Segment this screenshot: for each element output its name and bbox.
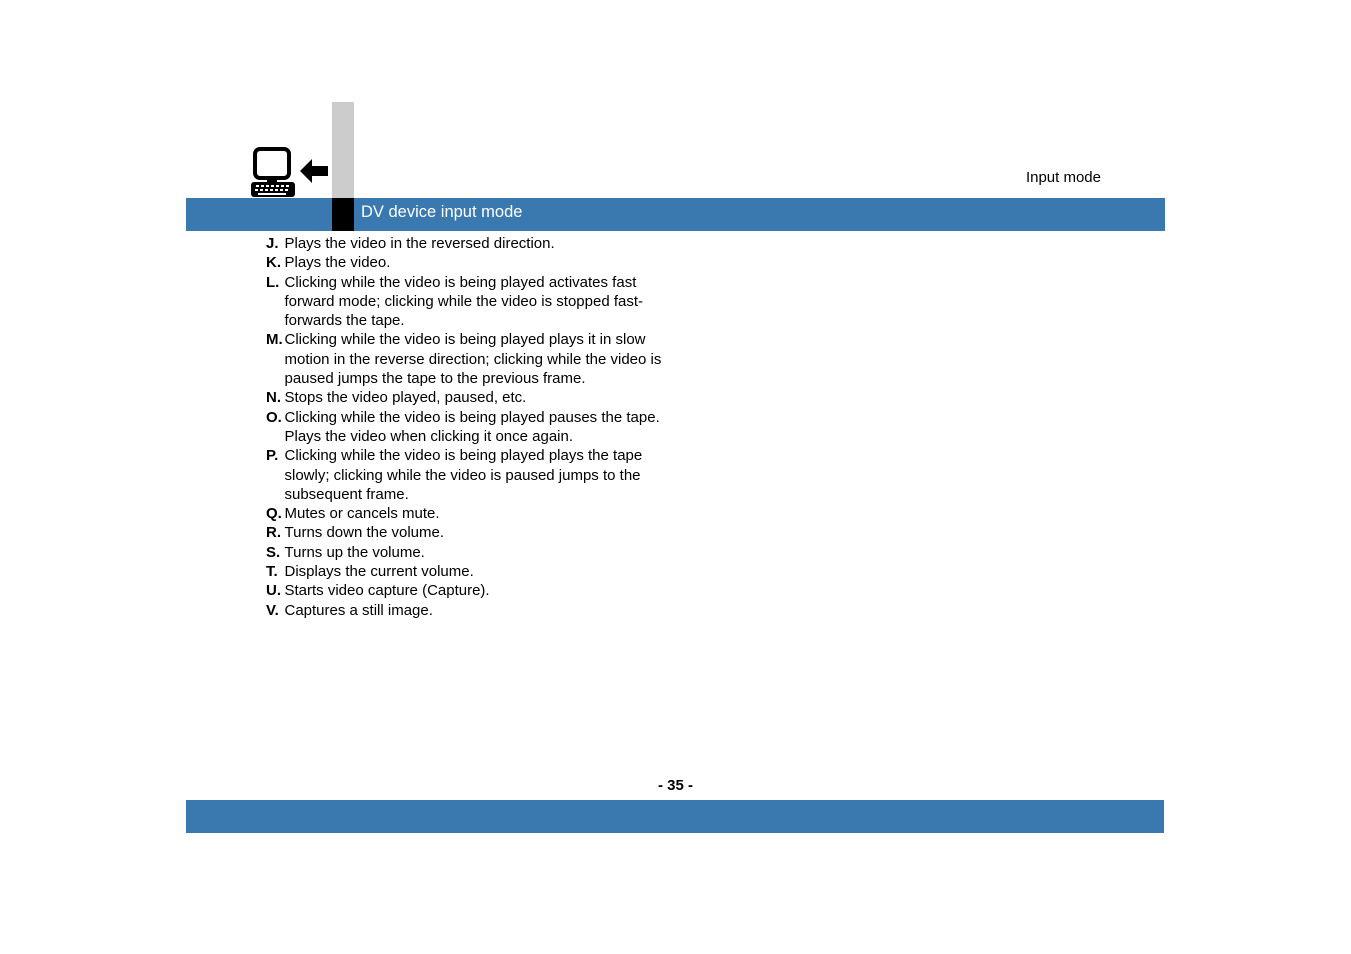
item-text: Clicking while the video is being played plays it in slow motion in the reverse direction; clicking while the video is paused jumps the tape to the previous frame.	[284, 331, 662, 388]
item-text: Clicking while the video is being played plays the tape slowly; clicking while the video is paused jumps to the subsequent frame.	[284, 447, 643, 503]
header-gray-tab	[332, 102, 354, 198]
item-text: Turns up the volume.	[284, 543, 425, 561]
list-item	[266, 446, 666, 504]
list-item	[266, 408, 666, 447]
item-text: Clicking while the video is being played activates fast forward mode; clicking while the video is stopped fast-forwards the tape.	[284, 273, 644, 330]
list-item	[266, 562, 666, 581]
item-letter: U.	[266, 582, 281, 600]
list-item	[266, 504, 666, 523]
item-letter: V.	[266, 601, 279, 619]
item-text: Clicking while the video is being played pauses the tape. Plays the video when clicking it once again.	[284, 408, 660, 445]
button-description-list	[266, 234, 666, 620]
list-item	[266, 523, 666, 542]
list-item	[266, 253, 666, 272]
item-text: Starts video capture (Capture).	[284, 582, 490, 600]
computer-input-arrow-icon	[248, 146, 332, 200]
item-letter: J.	[266, 235, 279, 252]
item-text: Turns down the volume.	[284, 524, 445, 542]
footer-bar	[186, 800, 1164, 833]
list-item	[266, 330, 666, 388]
item-letter: T.	[266, 563, 278, 581]
item-letter: P.	[266, 447, 279, 465]
item-text: Displays the current volume.	[284, 563, 474, 581]
page-number: - 35 -	[657, 777, 693, 794]
list-item	[266, 234, 666, 253]
list-item	[266, 388, 666, 407]
item-letter: R.	[266, 524, 281, 542]
list-item	[266, 273, 666, 331]
item-letter: N.	[266, 389, 281, 407]
item-letter: S.	[266, 543, 281, 561]
list-item	[266, 581, 666, 600]
item-letter: Q.	[266, 505, 282, 523]
section-label: Input mode	[1025, 169, 1101, 186]
item-letter: O.	[266, 408, 282, 426]
item-letter: M.	[266, 331, 283, 349]
item-text: Plays the video.	[284, 254, 391, 272]
item-letter: L.	[266, 273, 280, 291]
page-title: DV device input mode	[361, 203, 523, 221]
header-black-tab	[332, 198, 354, 231]
item-letter: K.	[266, 254, 281, 272]
item-text: Mutes or cancels mute.	[284, 505, 440, 523]
list-item	[266, 543, 666, 562]
item-text: Plays the video in the reversed direction.	[284, 235, 555, 252]
item-text: Stops the video played, paused, etc.	[284, 389, 527, 407]
item-text: Captures a still image.	[284, 601, 433, 619]
list-item	[266, 601, 666, 620]
